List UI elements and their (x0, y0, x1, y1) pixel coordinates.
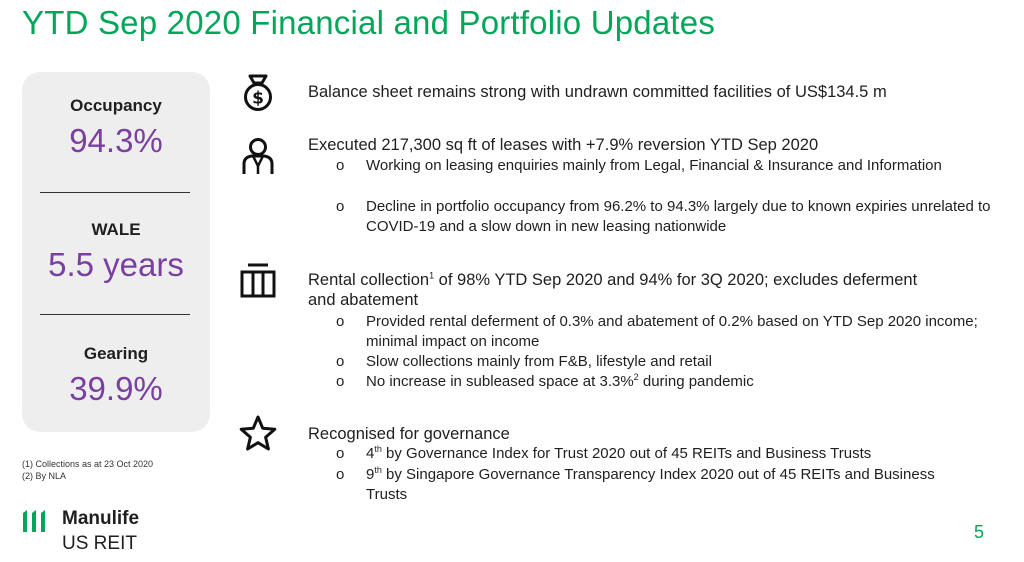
occupancy-label: Occupancy (70, 96, 162, 115)
star-icon (238, 414, 278, 454)
bullet-text-part: during pandemic (638, 373, 754, 390)
section-heading: Recognised for governance (308, 425, 510, 443)
footnote: (2) By NLA (22, 471, 67, 481)
footnote-ref: 2 (633, 372, 639, 382)
building-icon (238, 260, 278, 300)
stat-divider (40, 192, 190, 193)
manulife-bars-icon (22, 510, 46, 532)
bullet-text-part: No increase in subleased space at 3.3% (366, 373, 634, 390)
bullet-text: Working on leasing enquiries mainly from Legal, Financial & Insurance and Information (366, 157, 942, 174)
svg-text:$: $ (252, 88, 264, 109)
rank-number: 4 (366, 445, 375, 462)
heading-text: Rental collection (308, 271, 430, 289)
bullet-text (366, 444, 1006, 464)
section-heading: Executed 217,300 sq ft of leases with +7.9% reversion YTD Sep 2020 (308, 136, 819, 154)
bullet-text: Decline in portfolio occupancy from 96.2% to 94.3% largely due to known expiries unrelated to COVID-19 and a slow down in new leasing nationwide (366, 198, 991, 235)
bullet-text-part: by Governance Index for Trust 2020 out of 45 REITs and Business Trusts (381, 445, 872, 462)
heading-text: of 98% YTD Sep 2020 and 94% for 3Q 2020; excludes deferment and abatement (308, 271, 918, 309)
rank-suffix: th (374, 465, 382, 475)
rank-suffix: th (374, 444, 382, 454)
section-heading: Balance sheet remains strong with undrawn committed facilities of US$134.5 m (308, 83, 887, 101)
bullet-text (366, 372, 1006, 392)
bullet-text-part: by Singapore Governance Transparency Index 2020 out of 45 REITs and Business Trusts (366, 466, 935, 503)
money-bag-icon (238, 72, 278, 112)
page-number: 5 (974, 522, 985, 542)
wale-value: 5.5 years (48, 246, 184, 283)
person-icon (238, 136, 278, 176)
bullet-marker: o (336, 373, 345, 390)
bullet-marker: o (336, 198, 345, 215)
rank-number: 9 (366, 466, 375, 483)
stat-divider (40, 314, 190, 315)
page-title: YTD Sep 2020 Financial and Portfolio Updates (22, 4, 716, 41)
bullet-marker: o (336, 313, 345, 330)
bullet-marker: o (336, 157, 345, 174)
bullet-marker: o (336, 466, 345, 483)
key-stats-panel (22, 72, 210, 432)
occupancy-value: 94.3% (69, 122, 163, 159)
wale-stat (22, 220, 210, 284)
bullet-text: Slow collections mainly from F&B, lifestyle and retail (366, 353, 712, 370)
bullet-marker: o (336, 445, 345, 462)
footnotes (22, 458, 153, 482)
footnote-ref: 1 (429, 270, 435, 281)
gearing-value: 39.9% (69, 370, 163, 407)
logo-name: Manulife (62, 508, 140, 529)
gearing-label: Gearing (83, 344, 149, 363)
section-heading (308, 270, 928, 310)
gearing-stat (22, 344, 210, 408)
bullet-marker: o (336, 353, 345, 370)
occupancy-stat (22, 96, 210, 160)
bullet-text (366, 465, 956, 505)
logo-subtitle: US REIT (62, 533, 137, 554)
footnote: (1) Collections as at 23 Oct 2020 (22, 459, 154, 469)
wale-label: WALE (91, 220, 141, 239)
bullet-text: Provided rental deferment of 0.3% and abatement of 0.2% based on YTD Sep 2020 income; minimal impact on income (366, 313, 978, 350)
